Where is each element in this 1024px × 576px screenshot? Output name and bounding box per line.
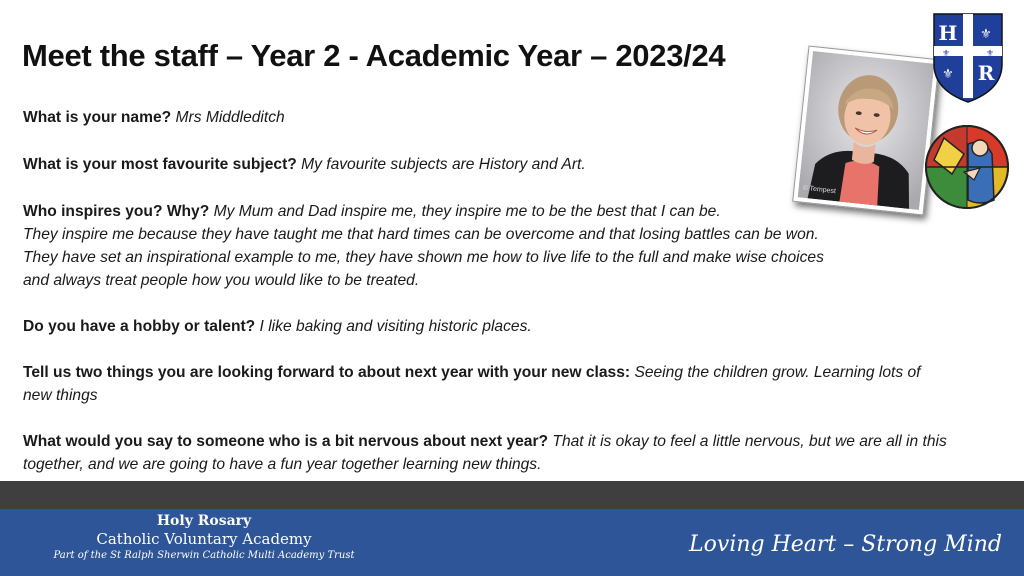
answer-inspire-line2: They inspire me because they have taught me that hard times can be overcome and that losing battles can be won. [23,226,819,243]
page-title: Meet the staff – Year 2 - Academic Year – 2023/24 [22,38,726,73]
question-inspire: Who inspires you? Why? [23,203,210,220]
answer-inspire-line4: and always treat people how you would like to be treated. [23,272,420,289]
trust-name: Part of the St Ralph Sherwin Catholic Multi Academy Trust [53,550,355,561]
question-nervous: What would you say to someone who is a bit nervous about next year? [23,433,549,450]
school-crest-shield [932,12,1004,104]
svg-text:⚜: ⚜ [985,49,995,59]
svg-text:⚜: ⚜ [941,49,951,59]
school-motto: Loving Heart – Strong Mind [689,532,1002,557]
crest-letter-r: R [977,61,995,85]
qa-forward [23,361,953,407]
photo-credit: © Tempest [802,184,837,196]
school-name-block [24,512,384,563]
crest-letter-h: H [938,21,958,45]
question-name: What is your name? [23,109,172,126]
svg-text:⚜: ⚜ [942,67,954,82]
school-name-line2: Catholic Voluntary Academy [96,530,312,548]
answer-name: Mrs Middleditch [175,109,285,126]
footer-gray-band [0,481,1024,509]
answer-inspire-line1: My Mum and Dad inspire me, they inspire me to be the best that I can be. [213,203,721,220]
answer-hobby: I like baking and visiting historic places. [259,318,532,335]
school-name-line1: Holy Rosary [156,513,252,529]
stained-glass-roundel [924,124,1010,210]
question-hobby: Do you have a hobby or talent? [23,318,256,335]
answer-subject: My favourite subjects are History and Art. [301,156,586,173]
answer-inspire-line3: They have set an inspirational example to me, they have shown me how to live life to the full and make wise choices [23,249,824,266]
question-forward: Tell us two things you are looking forward to about next year with your new class: [23,364,631,381]
question-subject: What is your most favourite subject? [23,156,297,173]
answer-forward: Seeing the children grow. Learning lots of new things [23,364,921,404]
qa-nervous [23,430,953,476]
qa-inspire [23,200,953,292]
answer-nervous: That it is okay to feel a little nervous, but we are all in this together, and we are going to have a fun year together learning new things. [23,433,947,473]
svg-text:⚜: ⚜ [980,27,992,42]
staff-photo [792,46,940,216]
qa-hobby [23,315,953,338]
